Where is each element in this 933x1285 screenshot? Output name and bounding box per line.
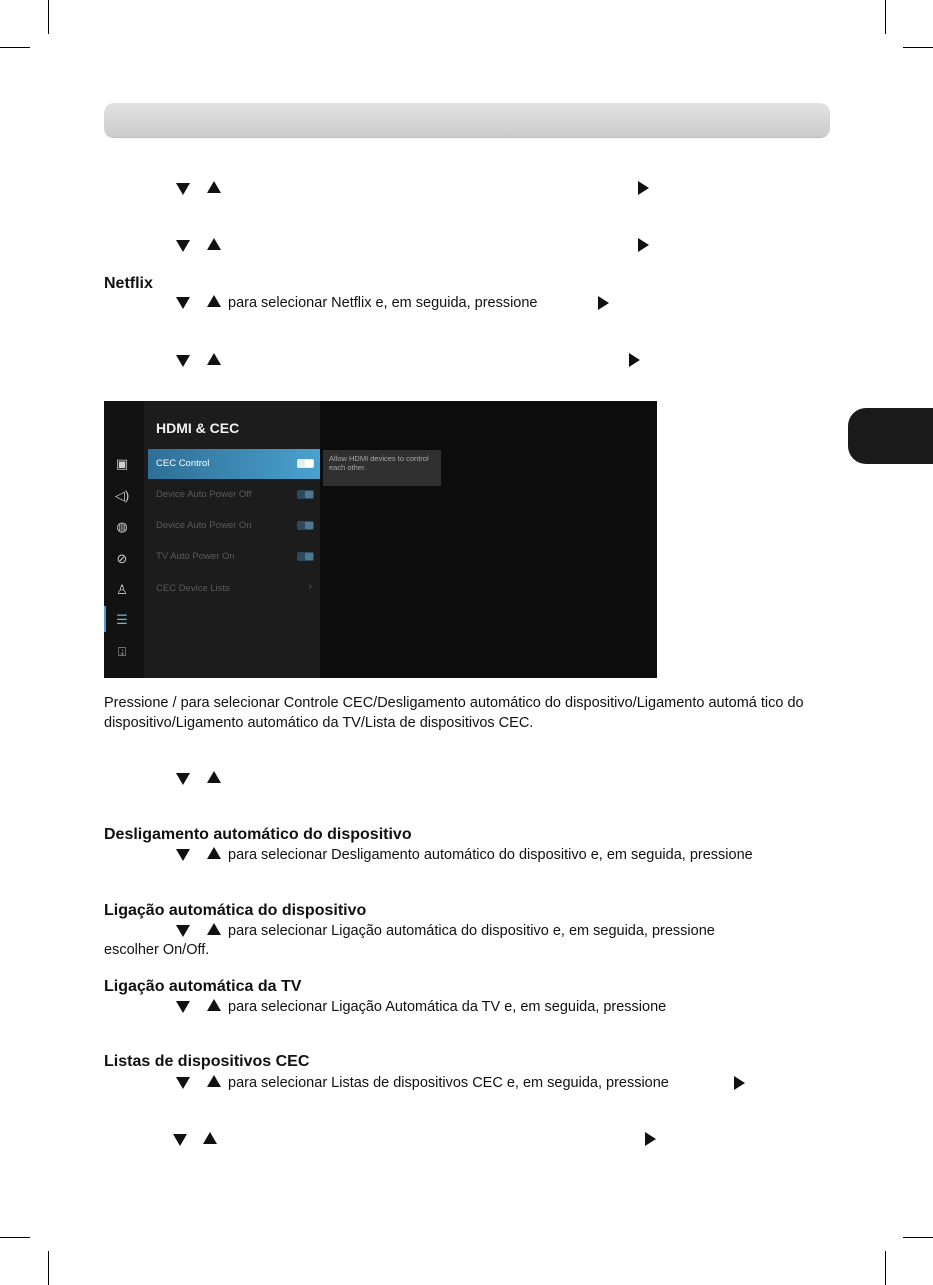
network-icon: ◍ [116, 519, 128, 534]
down-arrow-icon [176, 183, 190, 195]
section-heading: Desligamento automático do dispositivo [104, 826, 412, 843]
down-arrow-icon [176, 297, 190, 309]
menu-item-device-auto-power-on[interactable] [148, 511, 320, 541]
down-arrow-icon [176, 925, 190, 937]
section-header-bar [104, 103, 830, 137]
picture-icon: ▣ [115, 456, 129, 471]
menu-item-label: TV Auto Power On [156, 551, 235, 562]
up-arrow-icon [207, 923, 221, 935]
menu-item-label: Device Auto Power Off [156, 489, 252, 500]
section-instruction: para selecionar Desligamento automático do dispositivo e, em seguida, pressione [228, 847, 753, 863]
down-arrow-icon [176, 849, 190, 861]
down-arrow-icon [176, 773, 190, 785]
down-arrow-icon [176, 1077, 190, 1089]
tv-screenshot [104, 401, 657, 678]
down-arrow-icon [176, 240, 190, 252]
down-arrow-icon [176, 1001, 190, 1013]
crop-mark [885, 0, 886, 34]
up-arrow-icon [207, 771, 221, 783]
right-arrow-icon [734, 1076, 745, 1090]
tv-sidebar [104, 401, 144, 678]
section-heading: Listas de dispositivos CEC [104, 1053, 310, 1070]
section-instruction: para selecionar Ligação Automática da TV e, em seguida, pressione [228, 999, 667, 1015]
section-heading: Ligação automática da TV [104, 978, 302, 995]
menu-item-label: CEC Device Lists [156, 583, 230, 594]
menu-item-device-auto-power-off[interactable] [148, 480, 320, 510]
up-arrow-icon [207, 238, 221, 250]
section-instruction-continued: escolher On/Off. [104, 942, 210, 958]
crop-mark [48, 1251, 49, 1285]
tv-channel-icon: ⍗ [118, 644, 126, 659]
right-arrow-icon [645, 1132, 656, 1146]
menu-item-cec-device-lists[interactable] [148, 574, 320, 604]
up-arrow-icon [207, 295, 221, 307]
tv-menu-title: HDMI & CEC [156, 420, 240, 436]
right-arrow-icon [629, 353, 640, 367]
section-instruction: para selecionar Ligação automática do dispositivo e, em seguida, pressione [228, 923, 715, 939]
right-arrow-icon [638, 238, 649, 252]
menu-item-cec-control[interactable] [148, 449, 320, 479]
menu-item-tv-auto-power-on[interactable] [148, 542, 320, 572]
tooltip: Allow HDMI devices to control each other. [323, 450, 441, 486]
up-arrow-icon [207, 847, 221, 859]
active-indicator [104, 606, 106, 632]
chapter-tab [848, 408, 933, 464]
section-heading: Ligação automática do dispositivo [104, 902, 367, 919]
menu-item-label: CEC Control [156, 458, 210, 469]
toggle-switch[interactable] [297, 552, 314, 561]
down-arrow-icon [176, 355, 190, 367]
toggle-switch[interactable] [297, 490, 314, 499]
right-arrow-icon [638, 181, 649, 195]
crop-mark [903, 47, 933, 48]
crop-mark [0, 47, 30, 48]
chevron-right-icon: › [308, 581, 312, 592]
up-arrow-icon [207, 1075, 221, 1087]
crop-mark [0, 1237, 30, 1238]
right-arrow-icon [598, 296, 609, 310]
up-arrow-icon [207, 353, 221, 365]
netflix-heading: Netflix [104, 275, 153, 292]
crop-mark [48, 0, 49, 34]
list-settings-icon: ☰ [116, 612, 128, 627]
sound-icon: ◁) [114, 488, 130, 503]
toggle-switch[interactable] [297, 521, 314, 530]
netflix-instruction: para selecionar Netflix e, em seguida, pressione [228, 295, 538, 311]
accessibility-person-icon: ♙ [116, 582, 128, 597]
crop-mark [903, 1237, 933, 1238]
crop-mark [885, 1251, 886, 1285]
up-arrow-icon [203, 1132, 217, 1144]
accessibility-timer-icon: ⊘ [116, 551, 128, 566]
section-instruction: para selecionar Listas de dispositivos CEC e, em seguida, pressione [228, 1075, 669, 1091]
up-arrow-icon [207, 999, 221, 1011]
menu-item-label: Device Auto Power On [156, 520, 252, 531]
toggle-switch[interactable] [297, 459, 314, 468]
down-arrow-icon [173, 1134, 187, 1146]
up-arrow-icon [207, 181, 221, 193]
body-paragraph: Pressione / para selecionar Controle CEC/Desligamento automático do dispositivo/Ligamento automá tico do dispositivo/Ligamento automático da TV/Lista de dispositivos CEC. [104, 695, 804, 731]
